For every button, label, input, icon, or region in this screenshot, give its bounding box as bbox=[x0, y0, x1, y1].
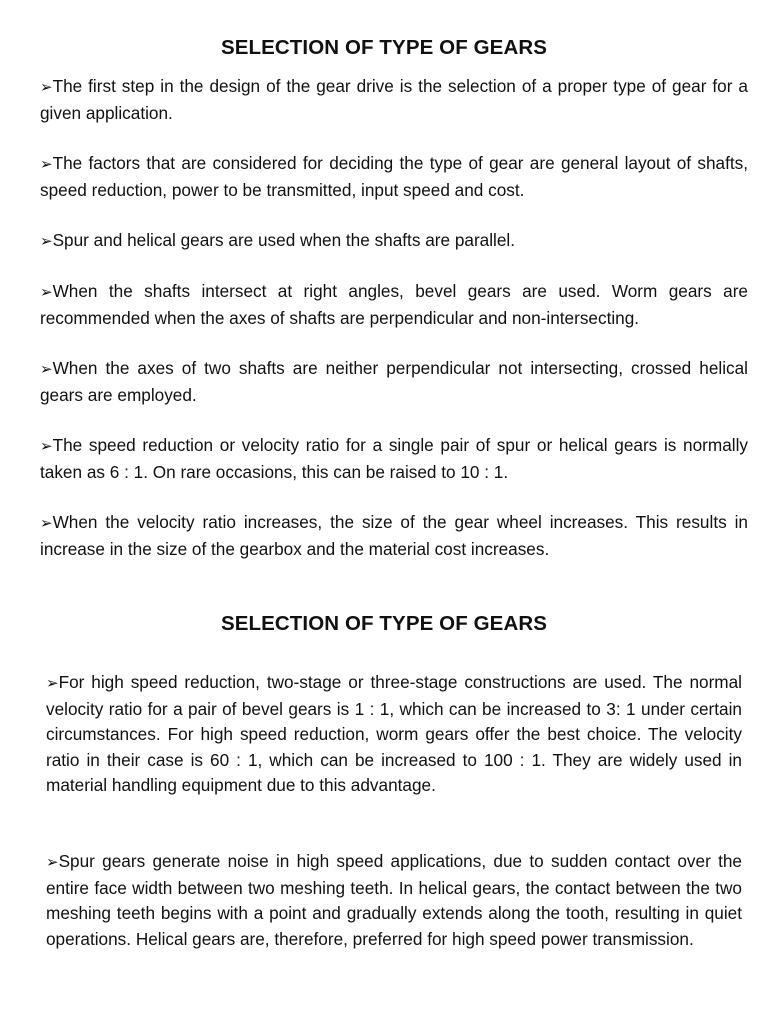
paragraph-text: The factors that are considered for deciding the type of gear are general layout of shafts, speed reduction, power to be transmitted, input speed and cost. bbox=[40, 153, 748, 200]
paragraph-text: Spur and helical gears are used when the shafts are parallel. bbox=[52, 230, 516, 250]
paragraph-text: For high speed reduction, two-stage or three-stage constructions are used. The normal velocity ratio for a pair of bevel gears is 1 : 1, which can be increased to 3: 1 under certain circumstances. For high speed reduction, worm gears offer the best choice. The velocity ratio in their case is 60 : 1, which can be increased to 100 : 1. They are widely used in material handling equipment due to this advantage. bbox=[46, 672, 742, 795]
arrow-bullet-icon: ➢ bbox=[46, 853, 59, 871]
paragraph-text: The speed reduction or velocity ratio for a single pair of spur or helical gears is normally taken as 6 : 1. On rare occasions, this can be raised to 10 : 1. bbox=[40, 435, 748, 482]
paragraph bbox=[40, 433, 748, 485]
arrow-bullet-icon: ➢ bbox=[46, 674, 59, 692]
paragraph bbox=[40, 356, 748, 408]
paragraph bbox=[40, 510, 748, 562]
arrow-bullet-icon: ➢ bbox=[40, 155, 53, 173]
arrow-bullet-icon: ➢ bbox=[40, 232, 53, 250]
paragraph-text: Spur gears generate noise in high speed applications, due to sudden contact over the entire face width between two meshing teeth. In helical gears, the contact between the two meshing teeth begins with a point and gradually extends along the tooth, resulting in quiet operations. Helical gears are, therefore, preferred for high speed power transmission. bbox=[46, 851, 742, 949]
arrow-bullet-icon: ➢ bbox=[40, 283, 53, 301]
arrow-bullet-icon: ➢ bbox=[40, 437, 53, 455]
paragraph-text: When the axes of two shafts are neither perpendicular not intersecting, crossed helical gears are employed. bbox=[40, 358, 748, 405]
section-1-title: SELECTION OF TYPE OF GEARS bbox=[220, 36, 548, 59]
paragraph bbox=[46, 670, 742, 799]
section-2-title: SELECTION OF TYPE OF GEARS bbox=[220, 612, 548, 635]
paragraph bbox=[46, 849, 742, 952]
arrow-bullet-icon: ➢ bbox=[40, 78, 53, 96]
paragraph-text: When the shafts intersect at right angles, bevel gears are used. Worm gears are recommended when the axes of shafts are perpendicular and non-intersecting. bbox=[40, 281, 748, 328]
arrow-bullet-icon: ➢ bbox=[40, 514, 53, 532]
paragraph bbox=[40, 228, 748, 255]
paragraph bbox=[40, 74, 748, 126]
paragraph bbox=[40, 279, 748, 331]
paragraph-text: When the velocity ratio increases, the size of the gear wheel increases. This results in increase in the size of the gearbox and the material cost increases. bbox=[40, 512, 748, 559]
paragraph bbox=[40, 151, 748, 203]
paragraph-text: The first step in the design of the gear drive is the selection of a proper type of gear for a given application. bbox=[40, 76, 748, 123]
arrow-bullet-icon: ➢ bbox=[40, 360, 53, 378]
